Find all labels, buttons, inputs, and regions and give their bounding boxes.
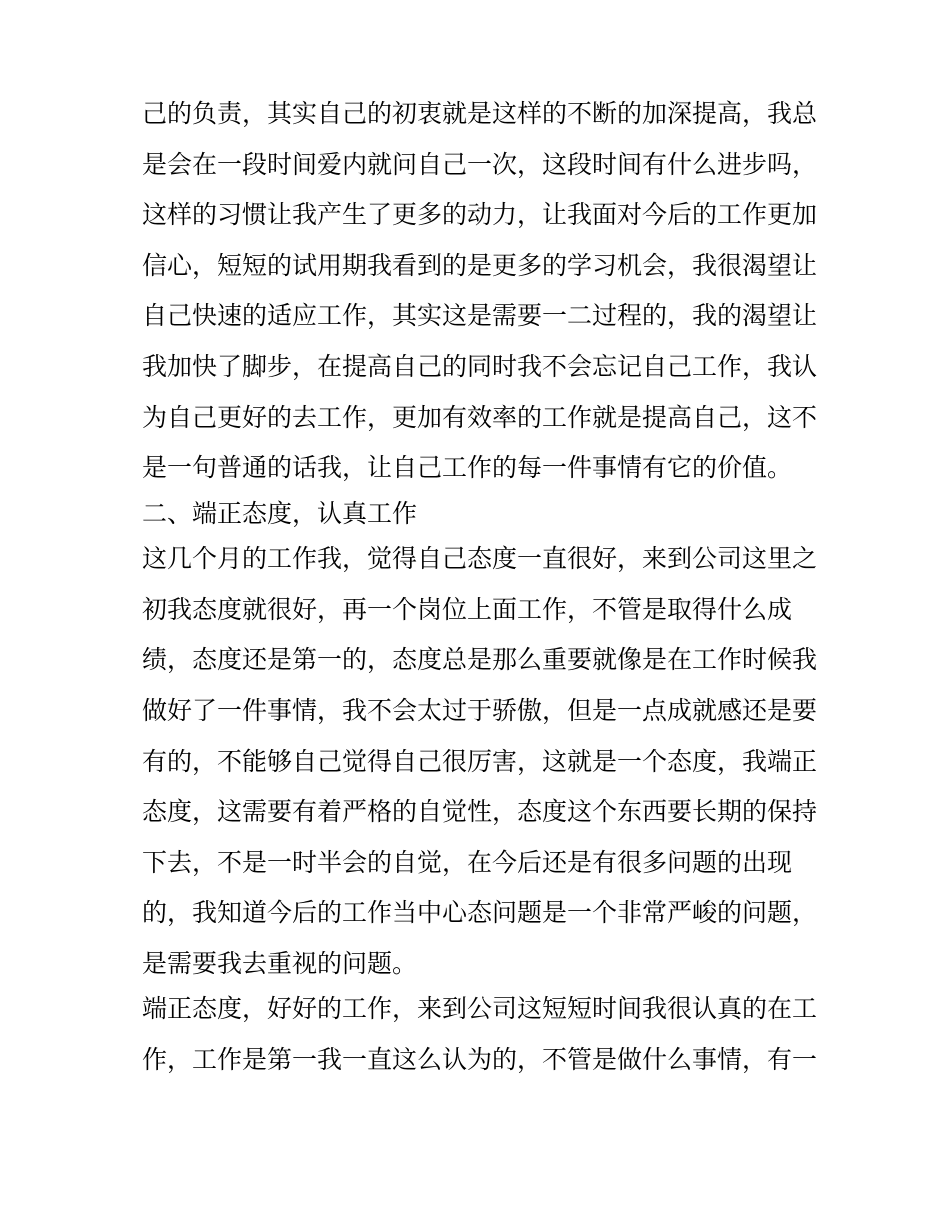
text-line: 初我态度就很好，再一个岗位上面工作，不管是取得什么成 bbox=[142, 594, 793, 624]
text-line: 是需要我去重视的问题。 bbox=[142, 948, 418, 978]
text-line: 是会在一段时间爱内就问自己一次，这段时间有什么进步吗， bbox=[142, 149, 818, 179]
text-line: 自己快速的适应工作，其实这是需要一二过程的，我的渴望让 bbox=[142, 301, 818, 331]
text-line: 端正态度，好好的工作，来到公司这短短时间我很认真的在工 bbox=[142, 994, 818, 1024]
text-line: 信心，短短的试用期我看到的是更多的学习机会，我很渴望让 bbox=[142, 250, 818, 280]
section-heading: 二、端正态度，认真工作 bbox=[142, 498, 418, 528]
text-line: 我加快了脚步，在提高自己的同时我不会忘记自己工作，我认 bbox=[142, 351, 818, 381]
text-line: 己的负责，其实自己的初衷就是这样的不断的加深提高，我总 bbox=[142, 99, 818, 128]
text-line: 这样的习惯让我产生了更多的动力，让我面对今后的工作更加 bbox=[142, 200, 818, 230]
text-line: 下去，不是一时半会的自觉，在今后还是有很多问题的出现 bbox=[142, 847, 793, 877]
text-line: 态度，这需要有着严格的自觉性，态度这个东西要长期的保持 bbox=[142, 797, 818, 827]
text-line: 为自己更好的去工作，更加有效率的工作就是提高自己，这不 bbox=[142, 402, 818, 432]
document-body bbox=[142, 101, 822, 1098]
text-line: 绩，态度还是第一的，态度总是那么重要就像是在工作时候我 bbox=[142, 645, 818, 675]
text-line: 作，工作是第一我一直这么认为的，不管是做什么事情，有一 bbox=[142, 1045, 818, 1074]
text-line: 的，我知道今后的工作当中心态问题是一个非常严峻的问题， bbox=[142, 898, 818, 928]
text-line: 是一句普通的话我，让自己工作的每一件事情有它的价值。 bbox=[142, 453, 793, 483]
text-line: 有的，不能够自己觉得自己很厉害，这就是一个态度，我端正 bbox=[142, 746, 818, 776]
text-line: 做好了一件事情，我不会太过于骄傲，但是一点成就感还是要 bbox=[142, 695, 818, 725]
text-line: 这几个月的工作我，觉得自己态度一直很好，来到公司这里之 bbox=[142, 544, 818, 574]
